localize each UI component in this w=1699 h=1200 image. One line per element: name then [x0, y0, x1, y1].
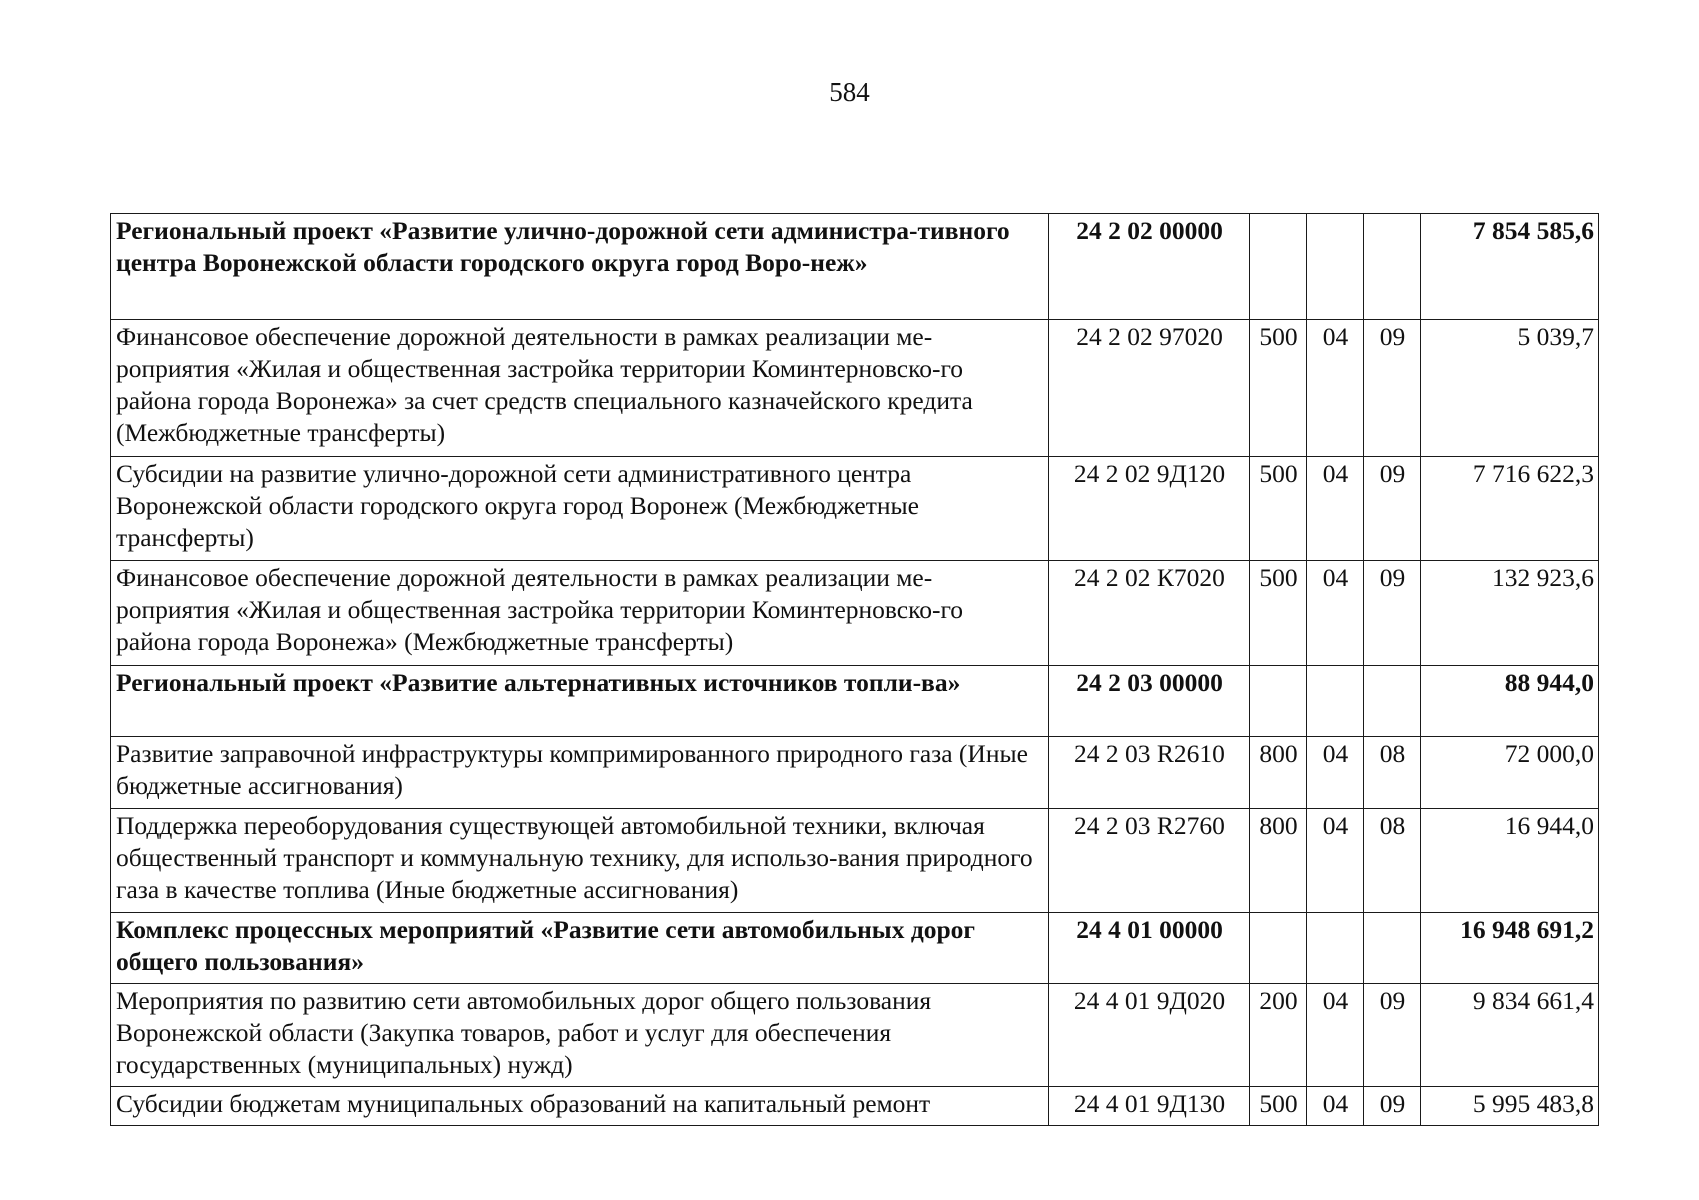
table-row [111, 666, 1599, 737]
expense-type-cell [1250, 214, 1307, 320]
section-code-cell: 04 [1307, 561, 1364, 666]
section-code-cell: 04 [1307, 984, 1364, 1087]
item-name-cell: Комплекс процессных мероприятий «Развитие сети автомобильных дорог общего пользования» [111, 913, 1049, 984]
amount-cell: 72 000,0 [1421, 737, 1599, 809]
expense-type-cell: 500 [1250, 457, 1307, 561]
item-name-cell: Поддержка переоборудования существующей автомобильной техники, включая общественный транспорт и коммунальную технику, для использо-вания природного газа в качестве топлива (Иные бюджетные ассигнования) [111, 809, 1049, 913]
amount-cell: 9 834 661,4 [1421, 984, 1599, 1087]
item-name-cell: Финансовое обеспечение дорожной деятельности в рамках реализации ме-роприятия «Жилая и общественная застройка территории Коминтерновско-го района города Воронежа» за счет средств специального казначейского кредита (Межбюджетные трансферты) [111, 320, 1049, 457]
amount-cell: 5 995 483,8 [1421, 1087, 1599, 1126]
section-code-cell: 04 [1307, 1087, 1364, 1126]
target-article-code-cell: 24 4 01 9Д130 [1049, 1087, 1250, 1126]
subsection-code-cell: 08 [1364, 737, 1421, 809]
expense-type-cell: 500 [1250, 320, 1307, 457]
page-number: 584 [829, 77, 870, 107]
subsection-code-cell: 09 [1364, 984, 1421, 1087]
budget-table [110, 213, 1599, 1126]
section-code-cell: 04 [1307, 457, 1364, 561]
item-name-cell: Региональный проект «Развитие улично-дорожной сети администра-тивного центра Воронежской области городского округа город Воро-неж» [111, 214, 1049, 320]
amount-cell: 5 039,7 [1421, 320, 1599, 457]
table-row [111, 913, 1599, 984]
target-article-code-cell: 24 2 03 R2760 [1049, 809, 1250, 913]
subsection-code-cell: 09 [1364, 1087, 1421, 1126]
amount-cell: 7 854 585,6 [1421, 214, 1599, 320]
expense-type-cell: 500 [1250, 1087, 1307, 1126]
subsection-code-cell: 09 [1364, 457, 1421, 561]
item-name-cell: Развитие заправочной инфраструктуры компримированного природного газа (Иные бюджетные ассигнования) [111, 737, 1049, 809]
item-name-cell: Мероприятия по развитию сети автомобильных дорог общего пользования Воронежской области (Закупка товаров, работ и услуг для обеспечения государственных (муниципальных) нужд) [111, 984, 1049, 1087]
expense-type-cell: 800 [1250, 737, 1307, 809]
section-code-cell [1307, 214, 1364, 320]
table-row [111, 737, 1599, 809]
target-article-code-cell: 24 4 01 9Д020 [1049, 984, 1250, 1087]
subsection-code-cell [1364, 666, 1421, 737]
table-row [111, 1087, 1599, 1126]
amount-cell: 132 923,6 [1421, 561, 1599, 666]
table-row [111, 561, 1599, 666]
section-code-cell [1307, 666, 1364, 737]
expense-type-cell [1250, 913, 1307, 984]
expense-type-cell: 800 [1250, 809, 1307, 913]
section-code-cell: 04 [1307, 737, 1364, 809]
amount-cell: 88 944,0 [1421, 666, 1599, 737]
item-name-cell: Субсидии на развитие улично-дорожной сети административного центра Воронежской области городского округа город Воронеж (Межбюджетные трансферты) [111, 457, 1049, 561]
item-name-cell: Финансовое обеспечение дорожной деятельности в рамках реализации ме-роприятия «Жилая и общественная застройка территории Коминтерновско-го района города Воронежа» (Межбюджетные трансферты) [111, 561, 1049, 666]
section-code-cell: 04 [1307, 809, 1364, 913]
table-row [111, 214, 1599, 320]
section-code-cell [1307, 913, 1364, 984]
subsection-code-cell [1364, 913, 1421, 984]
target-article-code-cell: 24 2 02 97020 [1049, 320, 1250, 457]
table-row [111, 457, 1599, 561]
budget-table-body [111, 214, 1599, 1126]
subsection-code-cell: 08 [1364, 809, 1421, 913]
target-article-code-cell: 24 2 02 9Д120 [1049, 457, 1250, 561]
item-name-cell: Субсидии бюджетам муниципальных образований на капитальный ремонт [111, 1087, 1049, 1126]
expense-type-cell: 500 [1250, 561, 1307, 666]
target-article-code-cell: 24 2 02 К7020 [1049, 561, 1250, 666]
subsection-code-cell: 09 [1364, 561, 1421, 666]
section-code-cell: 04 [1307, 320, 1364, 457]
target-article-code-cell: 24 4 01 00000 [1049, 913, 1250, 984]
amount-cell: 16 944,0 [1421, 809, 1599, 913]
subsection-code-cell: 09 [1364, 320, 1421, 457]
table-row [111, 809, 1599, 913]
item-name-cell: Региональный проект «Развитие альтернативных источников топли-ва» [111, 666, 1049, 737]
amount-cell: 16 948 691,2 [1421, 913, 1599, 984]
expense-type-cell: 200 [1250, 984, 1307, 1087]
subsection-code-cell [1364, 214, 1421, 320]
table-row [111, 320, 1599, 457]
target-article-code-cell: 24 2 03 R2610 [1049, 737, 1250, 809]
target-article-code-cell: 24 2 03 00000 [1049, 666, 1250, 737]
target-article-code-cell: 24 2 02 00000 [1049, 214, 1250, 320]
amount-cell: 7 716 622,3 [1421, 457, 1599, 561]
expense-type-cell [1250, 666, 1307, 737]
table-row [111, 984, 1599, 1087]
